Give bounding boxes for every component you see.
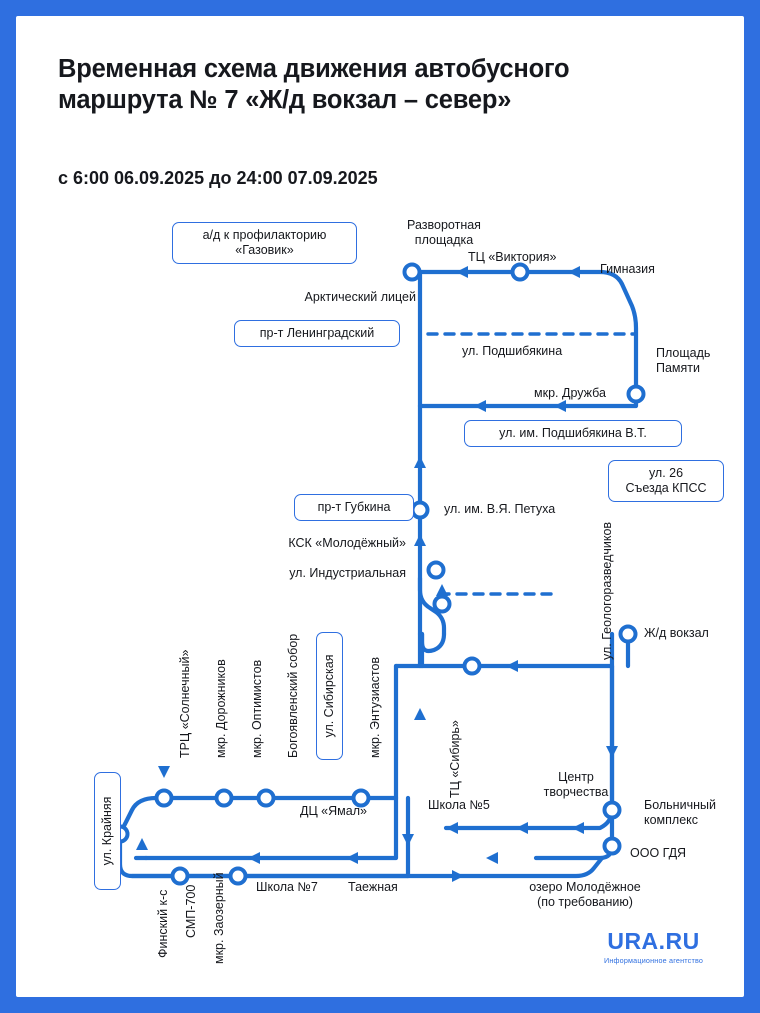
label-ul-industrialnaya: ул. Индустриальная: [289, 566, 406, 580]
box-ad-gazovik: а/д к профилакторию «Газовик»: [172, 222, 357, 264]
label-ksk-molodezhnyy: КСК «Молодёжный»: [288, 536, 406, 550]
label-bogoyavlenskiy-sobor: Богоявленский собор: [286, 633, 300, 758]
label-trc-solnechnyy: ТРЦ «Солнечный»: [178, 649, 192, 758]
label-ooo-gdya: ООО ГДЯ: [630, 846, 687, 860]
label-finskiy-ks: Финский к-с: [156, 889, 170, 958]
label-mkr-dorozhnikov: мкр. Дорожников: [214, 659, 228, 758]
box-ul-26-sezda-kpss: ул. 26 Съезда КПСС: [608, 460, 724, 502]
page-subtitle: с 6:00 06.09.2025 до 24:00 07.09.2025: [58, 168, 378, 188]
label-tc-viktoriya: ТЦ «Виктория»: [468, 250, 557, 264]
page-title: Временная схема движения автобусного маршрута № 7 «Ж/д вокзал – север»: [58, 55, 570, 115]
label-shkola-5: Школа №5: [428, 798, 490, 812]
label-dc-yamal: ДЦ «Ямал»: [300, 804, 367, 818]
watermark: URA.RU: [661, 980, 742, 1002]
label-ozero-molodezhnoe: озеро Молодёжное (по требованию): [529, 880, 641, 909]
box-ul-sibirskaya: ул. Сибирская: [316, 632, 343, 760]
label-mkr-druzhba: мкр. Дружба: [534, 386, 606, 400]
label-centr-tvorchestva: Центр творчества: [543, 770, 609, 799]
label-tc-sibir: ТЦ «Сибирь»: [448, 720, 462, 798]
label-taezhnaya: Таежная: [348, 880, 398, 894]
logo-subtext: Информационное агентство: [604, 956, 704, 965]
label-ul-geologorazvedchikov: ул. Геологоразведчиков: [600, 521, 614, 660]
label-smp-700: СМП-700: [184, 884, 198, 938]
label-ul-petuha: ул. им. В.Я. Петуха: [444, 502, 556, 516]
label-gimnaziya: Гимназия: [600, 262, 655, 276]
label-mkr-optimistov: мкр. Оптимистов: [250, 659, 264, 758]
label-bolnichnyy-kompleks: Больничный комплекс: [644, 798, 716, 827]
label-arkticheskiy-litsey: Арктический лицей: [304, 290, 416, 304]
label-shkola-7: Школа №7: [256, 880, 318, 894]
logo-text: URA.RU: [607, 928, 700, 954]
box-pr-gubkina: пр-т Губкина: [294, 494, 414, 521]
label-razvorotnaya-ploschadka: Разворотная площадка: [407, 218, 481, 247]
box-ul-kraynyaya: ул. Крайняя: [94, 772, 121, 890]
box-pr-leningradskiy: пр-т Ленинградский: [234, 320, 400, 347]
label-zhd-vokzal: Ж/д вокзал: [644, 626, 709, 640]
label-mkr-zaozernyy: мкр. Заозерный: [212, 872, 226, 964]
poster-card: [16, 16, 744, 997]
ura-logo: [604, 928, 703, 965]
label-ploschad-pamyati: Площадь Памяти: [656, 346, 711, 375]
label-mkr-entuziastov: мкр. Энтузиастов: [368, 656, 382, 758]
box-ul-podshibyakina-vt: ул. им. Подшибякина В.Т.: [464, 420, 682, 447]
label-ul-podshibyakina: ул. Подшибякина: [462, 344, 563, 358]
